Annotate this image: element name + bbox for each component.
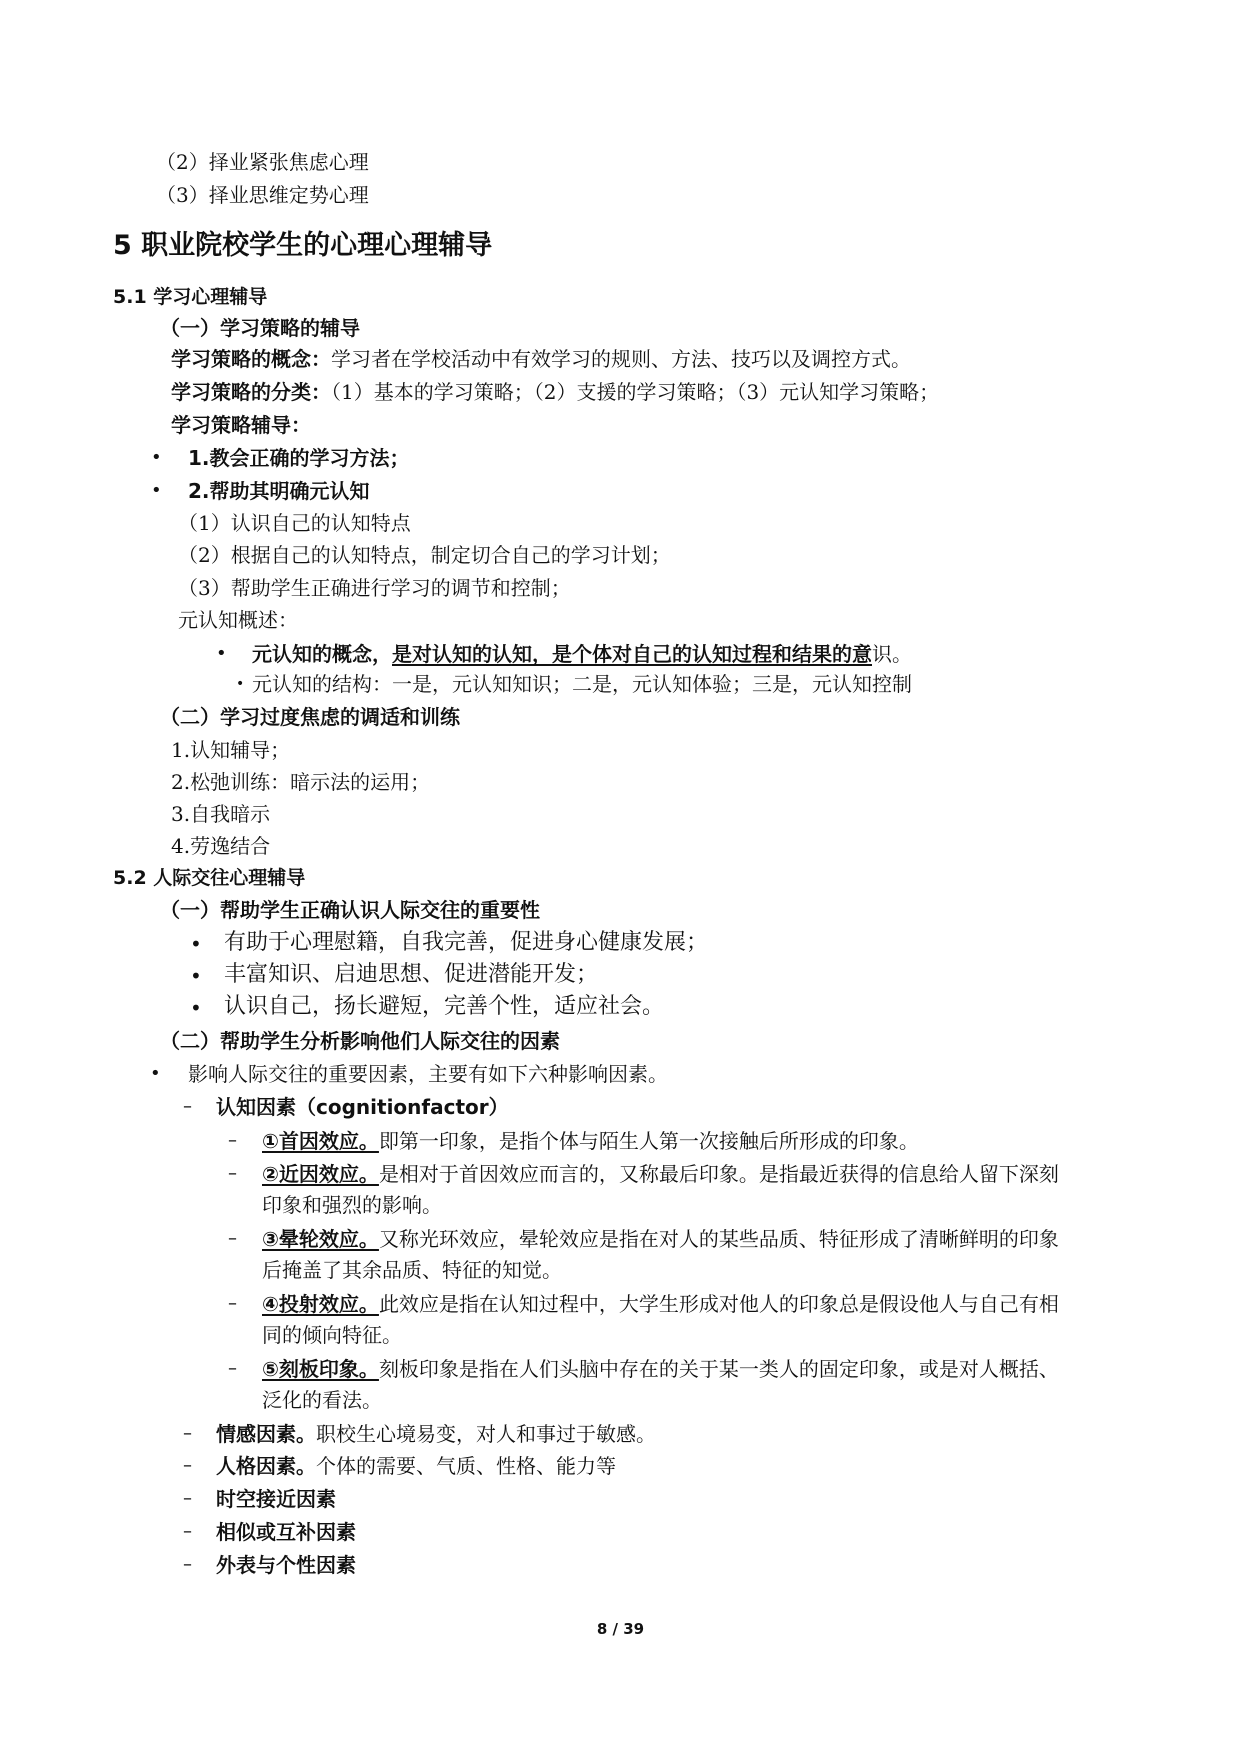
- dash-icon: –: [183, 1455, 192, 1476]
- chapter-heading: 5 职业院校学生的心理心理辅导: [113, 230, 493, 261]
- effect-item: [262, 1290, 1059, 1318]
- dash-icon: –: [228, 1228, 237, 1249]
- bullet-icon: •: [151, 480, 162, 501]
- subsection-heading: （一）学习策略的辅导: [160, 316, 360, 340]
- factor-text: 职校生心境易变，对人和事过于敏感。: [316, 1422, 656, 1446]
- list-item: （1）认识自己的认知特点: [178, 511, 411, 535]
- bullet-icon: •: [190, 932, 202, 956]
- factor-item: 时空接近因素: [216, 1487, 336, 1511]
- dash-icon: –: [183, 1488, 192, 1509]
- list-item: （2）择业紧张焦虑心理: [156, 150, 369, 174]
- dash-icon: –: [228, 1293, 237, 1314]
- factor-text: 个体的需要、气质、性格、能力等: [316, 1454, 616, 1478]
- cognition-factor: 认知因素（cognitionfactor）: [216, 1095, 509, 1119]
- page-number: 8 / 39: [596, 1620, 645, 1638]
- list-item: （3）择业思维定势心理: [156, 183, 369, 207]
- concept-text: 是对认知的认知，是个体对自己的认知过程和结果的意: [392, 642, 872, 666]
- bullet-item: 认识自己，扬长避短，完善个性，适应社会。: [224, 994, 665, 1019]
- metacognition-concept: [252, 640, 912, 668]
- effect-label: ②近因效应。: [262, 1162, 379, 1186]
- bullet-icon: •: [190, 996, 202, 1020]
- bullet-icon: •: [190, 964, 202, 988]
- dash-icon: –: [183, 1554, 192, 1575]
- effect-text: 即第一印象，是指个体与陌生人第一次接触后所形成的印象。: [378, 1129, 919, 1153]
- effect-text-cont: 同的倾向特征。: [262, 1323, 402, 1347]
- effect-item: [262, 1160, 1059, 1188]
- subsection-heading: （二）学习过度焦虑的调适和训练: [160, 705, 460, 729]
- effect-text: 是相对于首因效应而言的，又称最后印象。是指最近获得的信息给人留下深刻: [378, 1162, 1059, 1186]
- list-item: 2.松弛训练：暗示法的运用；: [171, 770, 431, 794]
- list-item: 4.劳逸结合: [171, 834, 271, 858]
- guidance-label: 学习策略辅导：: [171, 413, 311, 437]
- dash-icon: –: [228, 1163, 237, 1184]
- bullet-icon: •: [151, 447, 162, 468]
- factor-item: 相似或互补因素: [216, 1520, 356, 1544]
- effect-text-cont: 印象和强烈的影响。: [262, 1193, 442, 1217]
- effect-label: ①首因效应。: [262, 1129, 379, 1153]
- list-item: （3）帮助学生正确进行学习的调节和控制；: [178, 576, 571, 600]
- definition-line: [171, 345, 911, 373]
- section-heading: 5.2 人际交往心理辅导: [113, 867, 306, 889]
- bullet-item: 丰富知识、启迪思想、促进潜能开发；: [224, 962, 599, 987]
- bullet-item: 有助于心理慰籍，自我完善，促进身心健康发展；: [224, 930, 709, 955]
- subsection-heading: （二）帮助学生分析影响他们人际交往的因素: [160, 1029, 560, 1053]
- bullet-icon: •: [216, 643, 227, 664]
- section-heading: 5.1 学习心理辅导: [113, 286, 268, 308]
- effect-text: 又称光环效应，晕轮效应是指在对人的某些品质、特征形成了清晰鲜明的印象: [378, 1227, 1059, 1251]
- classification-text: （1）基本的学习策略；（2）支援的学习策略；（3）元认知学习策略；: [331, 380, 940, 404]
- effect-label: ④投射效应。: [262, 1292, 379, 1316]
- overview-label: 元认知概述：: [178, 608, 298, 632]
- metacognition-structure: 元认知的结构：一是，元认知知识；二是，元认知体验；三是，元认知控制: [252, 672, 912, 696]
- effect-text-cont: 泛化的看法。: [262, 1388, 382, 1412]
- list-item: （2）根据自己的认知特点，制定切合自己的学习计划；: [178, 543, 671, 567]
- bullet-item: 2.帮助其明确元认知: [188, 479, 370, 503]
- bullet-icon: •: [150, 1063, 161, 1084]
- effect-item: [262, 1127, 919, 1155]
- effect-label: ⑤刻板印象。: [262, 1357, 379, 1381]
- effect-text: 刻板印象是指在人们头脑中存在的关于某一类人的固定印象，或是对人概括、: [378, 1357, 1059, 1381]
- concept-tail: 识。: [872, 642, 912, 666]
- definition-text: 学习者在学校活动中有效学习的规则、方法、技巧以及调控方式。: [331, 347, 911, 371]
- factor-item: [216, 1420, 656, 1448]
- definition-label: 学习策略的概念：: [171, 347, 331, 371]
- dash-icon: –: [183, 1096, 192, 1117]
- effect-label: ③晕轮效应。: [262, 1227, 379, 1251]
- effect-text: 此效应是指在认知过程中，大学生形成对他人的印象总是假设他人与自己有相: [378, 1292, 1059, 1316]
- list-item: 1.认知辅导；: [171, 738, 291, 762]
- effect-text-cont: 后掩盖了其余品质、特征的知觉。: [262, 1258, 562, 1282]
- dash-icon: –: [183, 1423, 192, 1444]
- dash-icon: –: [228, 1130, 237, 1151]
- classification-line: [171, 378, 939, 406]
- dash-icon: –: [228, 1358, 237, 1379]
- effect-item: [262, 1355, 1059, 1383]
- bullet-item: 1.教会正确的学习方法；: [188, 446, 410, 470]
- classification-label: 学习策略的分类：: [171, 380, 331, 404]
- dash-icon: –: [183, 1521, 192, 1542]
- effect-item: [262, 1225, 1059, 1253]
- factor-label: 情感因素。: [216, 1422, 316, 1446]
- factors-intro: 影响人际交往的重要因素，主要有如下六种影响因素。: [188, 1062, 668, 1086]
- factor-item: 外表与个性因素: [216, 1553, 356, 1577]
- factor-item: [216, 1452, 616, 1480]
- factor-label: 人格因素。: [216, 1454, 316, 1478]
- subsection-heading: （一）帮助学生正确认识人际交往的重要性: [160, 898, 540, 922]
- bullet-icon: •: [236, 676, 245, 692]
- concept-label: 元认知的概念，: [252, 642, 392, 666]
- list-item: 3.自我暗示: [171, 802, 271, 826]
